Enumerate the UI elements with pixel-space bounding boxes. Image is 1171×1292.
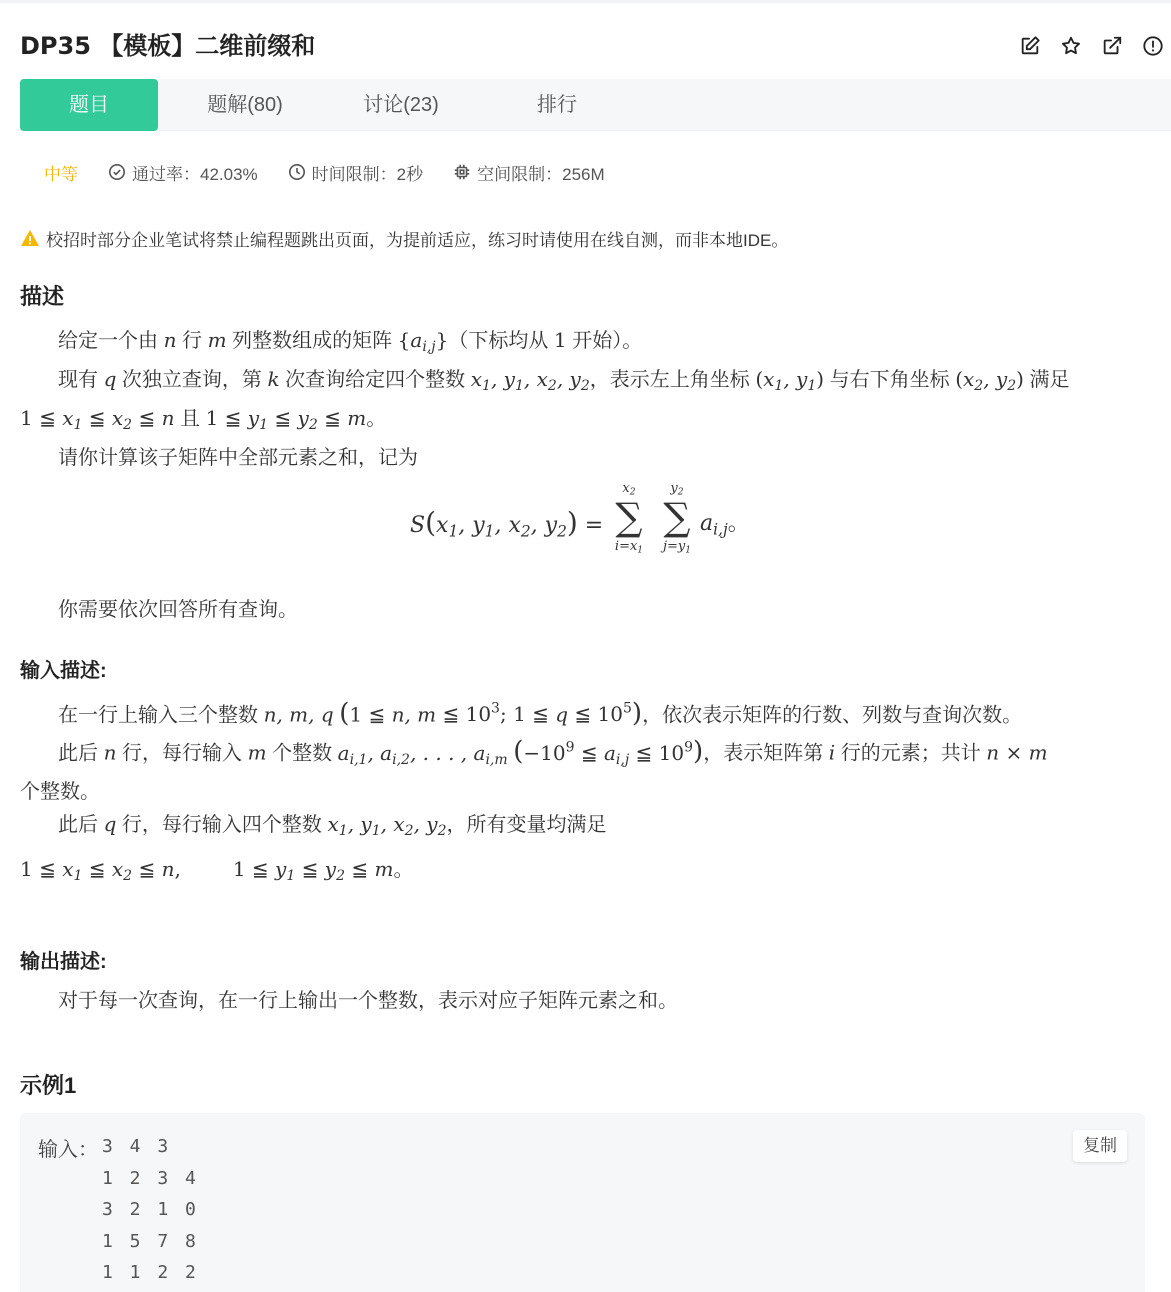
report-icon[interactable] (1141, 34, 1165, 58)
difficulty-badge: 中等 (44, 164, 78, 184)
warning-text: 校招时部分企业笔试将禁止编程题跳出页面，为提前适应，练习时请使用在线自测，而非本地IDE。 (46, 230, 789, 250)
edit-icon[interactable] (1018, 34, 1042, 58)
description-line-2: 现有 q 次独立查询，第 k 次查询给定四个整数 $x_1$, $y_1$, $x_2$, $y_2$，表示左上角坐标 ($x_1$, $y_1$) 与右下角坐标 ($x_2$, $y_2$) 满足 (58, 367, 1070, 395)
example-line: 3 2 1 0 (102, 1199, 199, 1220)
tab-problem[interactable]: 题目 (20, 79, 158, 131)
space-limit-text: 空间限制：256M (477, 164, 605, 184)
description-line-1: 给定一个由 n 行 m 列整数组成的矩阵 $\{a_{i,j}\}$（下标均从 1 开始）。 (58, 328, 643, 356)
description-line-4: 请你计算该子矩阵中全部元素之和，记为 (58, 446, 418, 469)
example-line: 1 1 2 2 (102, 1262, 199, 1283)
example-line: 3 4 3 (102, 1136, 172, 1157)
pass-rate-text: 通过率：42.03% (132, 164, 258, 184)
warning-icon (20, 229, 40, 247)
tab-solutions[interactable]: 题解(80) (207, 94, 283, 116)
description-line-5: 你需要依次回答所有查询。 (58, 599, 298, 621)
exam-warning (20, 226, 788, 250)
example-input-lines (102, 1131, 199, 1289)
problem-title: DP35 【模板】二维前缀和 (20, 32, 316, 60)
sum-formula: $S(x_1$, $y_1$, $x_2$, $y_2$) = $x_2$ ∑ $i=x_1$ $y_2$ ∑ $j=y_1$ $a_{i,j}$。 (410, 481, 750, 556)
example-line: 1 2 3 4 (102, 1167, 199, 1189)
top-divider (0, 0, 1171, 3)
space-limit (453, 160, 605, 185)
external-link-icon[interactable] (1100, 34, 1124, 58)
input-body (20, 693, 1145, 847)
problem-meta (20, 158, 635, 186)
description-line-3: 1 ≦ $x_1$ ≦ $x_2$ ≦ n 且 1 ≦ $y_1$ ≦ $y_2$ ≦ m。 (20, 406, 387, 434)
chip-icon (453, 163, 471, 181)
star-icon[interactable] (1059, 34, 1083, 58)
description-body (20, 324, 1145, 474)
input-line-2: 此后 n 行，每行输入 m 个整数 $a_{i,1}$, $a_{i,2}$, . . . , $a_{i,m}$ ($-10^9$ ≦ $a_{i,j}$ ≦ $10^9$)，表示矩阵第 i 行的元素；共计 n × m (58, 736, 1048, 768)
input-line-1: 在一行上输入三个整数 n, m, q (1 ≦ n, m ≦ $10^3$; 1 ≦ q ≦ $10^5$)，依次表示矩阵的行数、列数与查询次数。 (58, 698, 1023, 729)
input-constraint-formula: 1 ≦ $x_1$ ≦ $x_2$ ≦ n, 1 ≦ $y_1$ ≦ $y_2$ ≦ m。 (20, 857, 414, 885)
description-heading: 描述 (20, 284, 65, 309)
tab-ranking[interactable]: 排行 (537, 94, 577, 116)
time-limit (288, 160, 423, 185)
time-limit-text: 时间限制：2秒 (311, 164, 424, 184)
input-line-3: 此后 q 行，每行输入四个整数 $x_1$, $y_1$, $x_2$, $y_2$，所有变量均满足 (58, 811, 607, 840)
pass-rate (108, 160, 258, 185)
clock-icon (288, 163, 306, 181)
output-heading: 输出描述: (20, 951, 107, 973)
output-body: 对于每一次查询，在一行上输出一个整数，表示对应子矩阵元素之和。 (58, 990, 678, 1012)
header-actions (1001, 34, 1165, 58)
example-block (20, 1113, 1145, 1292)
tab-discussion[interactable]: 讨论(23) (363, 94, 439, 116)
problem-header (20, 28, 1165, 64)
example-heading: 示例1 (20, 1073, 77, 1098)
input-line-2b: 个整数。 (20, 780, 100, 803)
input-heading: 输入描述: (20, 660, 107, 682)
problem-tabs (20, 79, 1171, 131)
copy-button[interactable]: 复制 (1073, 1130, 1127, 1162)
example-input-label: 输入： (38, 1139, 98, 1161)
check-circle-icon (108, 163, 126, 181)
example-line: 1 5 7 8 (102, 1230, 199, 1252)
